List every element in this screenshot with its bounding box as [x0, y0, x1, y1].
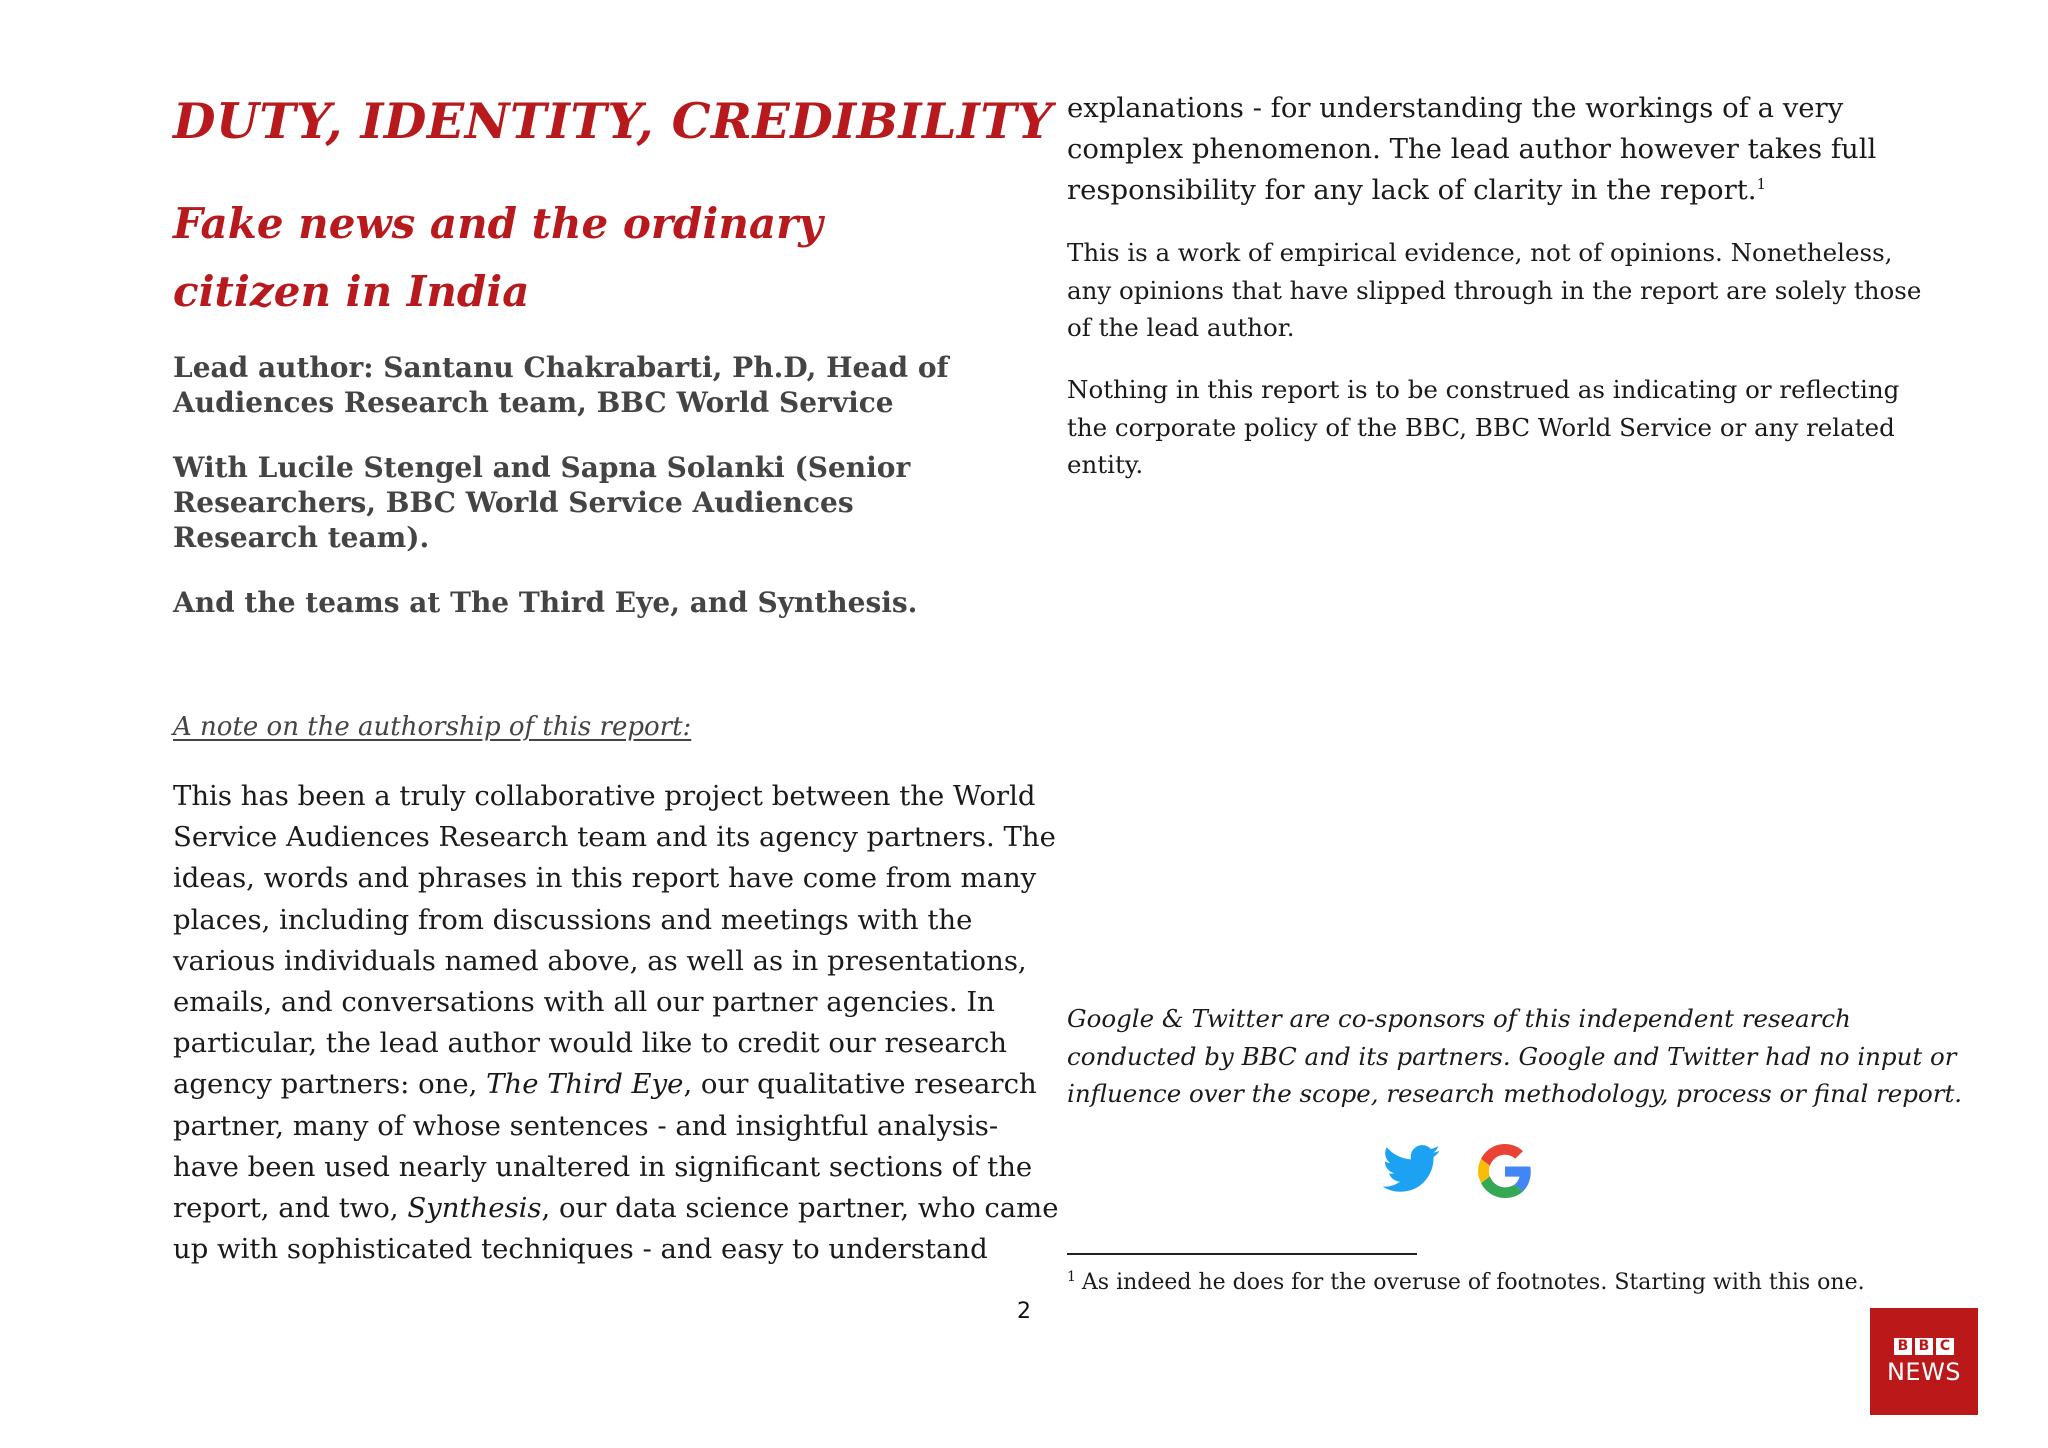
body-line [1067, 170, 1887, 211]
body-line [173, 1188, 1059, 1229]
body-line: ideas, words and phrases in this report have come from many [173, 862, 1037, 895]
body-line: particular, the lead author would like to credit our research [173, 1027, 1007, 1060]
body-line: various individuals named above, as well as in presentations, [173, 944, 1027, 977]
twitter-icon [1383, 1143, 1441, 1195]
authorship-note-heading: A note on the authorship of this report: [173, 712, 692, 742]
footnote-reference[interactable]: 1 [1756, 174, 1767, 193]
footnote-divider [1067, 1253, 1417, 1255]
body-line: Nothing in this report is to be construed as indicating or reflecting [1067, 375, 1900, 404]
sponsor-line: Google & Twitter are co-sponsors of this independent research [1067, 1004, 1851, 1033]
bbc-blocks [1894, 1338, 1954, 1355]
bbc-block: B [1894, 1338, 1912, 1355]
body-line: have been used nearly unaltered in significant sections of the [173, 1150, 1033, 1183]
sponsor-logos [1383, 1143, 1553, 1203]
body-line: any opinions that have slipped through in the report are solely those [1067, 275, 1922, 305]
report-title: DUTY, IDENTITY, CREDIBILITY [173, 92, 1053, 150]
body-text-segment: agency partners: one, [173, 1068, 487, 1101]
body-line: This has been a truly collaborative project between the World [173, 780, 1036, 812]
body-line: Service Audiences Research team and its agency partners. The [173, 821, 1056, 854]
bbc-news-label: NEWS [1886, 1358, 1962, 1386]
body-line: the corporate policy of the BBC, BBC World Service or any related [1067, 412, 1895, 442]
third-eye-name: The Third Eye [486, 1068, 684, 1101]
body-line: entity. [1067, 450, 1144, 479]
lead-author-credit: Lead author: Santanu Chakrabarti, Ph.D, Head of Audiences Research team, BBC World Service [173, 351, 949, 419]
body-line: places, including from discussions and meetings with the [173, 903, 973, 936]
body-line: of the lead author. [1067, 313, 1295, 342]
sponsor-line: influence over the scope, research methodology, process or final report. [1067, 1079, 1963, 1108]
body-text-segment: , our data science partner, who came [541, 1192, 1059, 1225]
footnote-text: As indeed he does for the overuse of footnotes. Starting with this one. [1081, 1270, 1865, 1295]
synthesis-name: Synthesis [407, 1192, 542, 1225]
sponsorship-note [1067, 1000, 1963, 1113]
report-subtitle: Fake news and the ordinary citizen in India [173, 199, 823, 316]
bbc-block: C [1936, 1338, 1954, 1355]
body-text-segment: , our qualitative research [683, 1068, 1037, 1101]
bbc-news-logo [1870, 1308, 1978, 1415]
google-icon [1478, 1143, 1532, 1199]
policy-disclaimer [1067, 371, 1900, 484]
footnote [1067, 1268, 1865, 1298]
continued-paragraph [1067, 88, 1887, 211]
body-text-segment: responsibility for any lack of clarity in the report. [1067, 174, 1757, 206]
body-line: This is a work of empirical evidence, not of opinions. Nonetheless, [1067, 238, 1893, 267]
co-authors-credit: With Lucile Stengel and Sapna Solanki (Senior Researchers, BBC World Service Audiences Research team). [173, 451, 911, 554]
page-number: 2 [1017, 1299, 1031, 1324]
agency-teams-credit: And the teams at The Third Eye, and Synthesis. [173, 586, 918, 619]
sponsor-line: conducted by BBC and its partners. Google and Twitter had no input or [1067, 1041, 1957, 1071]
footnote-marker: 1 [1067, 1268, 1076, 1285]
body-line: complex phenomenon. The lead author however takes full [1067, 133, 1877, 165]
body-line: explanations - for understanding the workings of a very [1067, 92, 1844, 124]
opinions-disclaimer [1067, 234, 1922, 347]
authorship-note-body [173, 776, 1059, 1270]
body-line [173, 1064, 1037, 1105]
body-line: partner, many of whose sentences - and insightful analysis- [173, 1109, 999, 1142]
body-line: up with sophisticated techniques - and easy to understand [173, 1233, 988, 1266]
bbc-block: B [1915, 1338, 1933, 1355]
body-line: emails, and conversations with all our partner agencies. In [173, 986, 995, 1019]
body-text-segment: report, and two, [173, 1192, 408, 1225]
